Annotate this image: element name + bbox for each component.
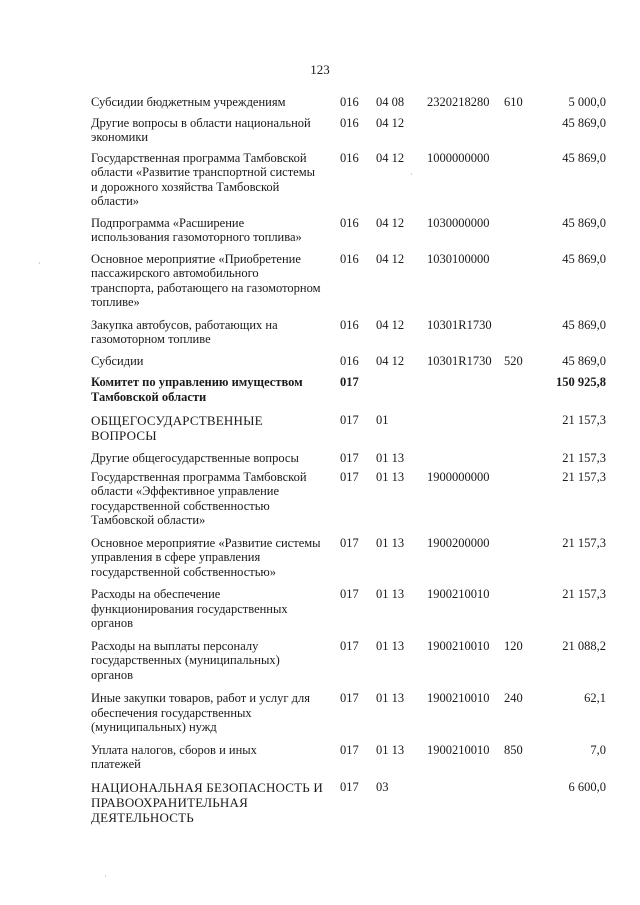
row-sum: 150 925,8 <box>556 375 606 389</box>
table-row <box>91 216 606 245</box>
row-name: Государственная программа Тамбовской области «Эффективное управление государственной собственностью Тамбовской области» <box>91 469 307 527</box>
row-csr: 2320218280 <box>427 95 490 109</box>
row-name: ОБЩЕГОСУДАРСТВЕННЫЕ ВОПРОСЫ <box>91 413 263 443</box>
table-row <box>91 354 606 369</box>
table-row <box>91 116 606 145</box>
table-row <box>91 691 606 735</box>
table-row <box>91 780 606 825</box>
row-rz: 01 13 <box>376 587 405 601</box>
row-vedom: 016 <box>340 215 359 230</box>
row-sum: 21 157,3 <box>562 413 606 427</box>
table-row <box>91 451 606 466</box>
row-csr: 1900000000 <box>427 469 490 484</box>
row-rz: 01 13 <box>376 742 405 757</box>
row-rz: 04 12 <box>376 150 405 165</box>
row-csr: 1900210010 <box>427 691 490 705</box>
row-name: Иные закупки товаров, работ и услуг для обеспечения государственных (муниципальных) нужд <box>91 691 311 734</box>
scan-speck: · <box>38 259 41 268</box>
row-sum: 62,1 <box>584 691 606 705</box>
row-csr: 1900200000 <box>427 535 490 550</box>
row-sum: 45 869,0 <box>562 150 606 165</box>
scan-speck: · <box>410 170 413 179</box>
table-row <box>91 95 606 110</box>
row-csr: 10301R1730 <box>427 353 492 368</box>
row-vr: 240 <box>504 691 523 705</box>
row-sum: 6 600,0 <box>568 779 606 794</box>
row-vedom: 016 <box>340 353 359 368</box>
row-name: Основное мероприятие «Развитие системы управления в сфере управления государственной собственностью» <box>91 535 321 579</box>
row-name: Основное мероприятие «Приобретение пассажирского автомобильного транспорта, работающего на газомоторном топливе» <box>91 251 321 309</box>
row-sum: 45 869,0 <box>562 115 606 130</box>
row-name: Комитет по управлению имуществом Тамбовской области <box>91 375 303 404</box>
row-vedom: 017 <box>340 587 359 601</box>
row-vedom: 016 <box>340 95 359 109</box>
row-sum: 21 157,3 <box>562 469 606 484</box>
page-number: 123 <box>310 62 330 77</box>
row-rz: 01 13 <box>376 638 405 653</box>
row-vedom: 016 <box>340 251 359 266</box>
row-vr: 120 <box>504 638 523 653</box>
row-sum: 45 869,0 <box>562 215 606 230</box>
row-vr: 610 <box>504 95 523 109</box>
row-vedom: 017 <box>340 638 359 653</box>
row-vedom: 017 <box>340 375 359 389</box>
row-name: Закупка автобусов, работающих на газомоторном топливе <box>91 317 278 346</box>
row-name: Другие общегосударственные вопросы <box>91 451 299 465</box>
table-row <box>91 587 606 631</box>
table-row <box>91 743 606 772</box>
row-name: Расходы на обеспечение функционирования государственных органов <box>91 587 288 630</box>
row-rz: 01 13 <box>376 451 405 465</box>
scan-speck: · <box>104 872 107 881</box>
table-row <box>91 536 606 580</box>
table-row <box>91 413 606 443</box>
table-row <box>91 375 606 404</box>
row-sum: 21 088,2 <box>562 638 606 653</box>
row-sum: 45 869,0 <box>562 251 606 266</box>
row-sum: 21 157,3 <box>562 587 606 601</box>
row-vedom: 017 <box>340 413 359 427</box>
row-sum: 7,0 <box>590 742 606 757</box>
row-csr: 1900210010 <box>427 587 490 601</box>
table-row <box>91 318 606 347</box>
row-vedom: 017 <box>340 691 359 705</box>
row-rz: 04 12 <box>376 317 405 332</box>
row-vedom: 017 <box>340 469 359 484</box>
row-rz: 01 13 <box>376 469 405 484</box>
row-name: Другие вопросы в области национальной экономики <box>91 115 311 144</box>
row-vr: 850 <box>504 742 523 757</box>
row-csr: 1000000000 <box>427 150 490 165</box>
budget-table <box>91 95 606 825</box>
row-sum: 45 869,0 <box>562 317 606 332</box>
row-sum: 45 869,0 <box>562 353 606 368</box>
row-vedom: 017 <box>340 535 359 550</box>
row-vedom: 016 <box>340 150 359 165</box>
row-csr: 1900210010 <box>427 638 490 653</box>
row-csr: 1900210010 <box>427 742 490 757</box>
row-rz: 04 12 <box>376 353 405 368</box>
row-sum: 5 000,0 <box>568 95 606 109</box>
row-name: Уплата налогов, сборов и иных платежей <box>91 742 257 771</box>
row-vedom: 016 <box>340 317 359 332</box>
row-sum: 21 157,3 <box>562 535 606 550</box>
row-csr: 1030000000 <box>427 215 490 230</box>
row-name: Расходы на выплаты персоналу государственных (муниципальных) органов <box>91 638 280 682</box>
row-sum: 21 157,3 <box>562 451 606 465</box>
table-row <box>91 252 606 310</box>
table-row <box>91 639 606 683</box>
table-row <box>91 151 606 209</box>
row-name: Субсидии бюджетным учреждениям <box>91 95 286 109</box>
row-rz: 04 12 <box>376 115 405 130</box>
row-name: Подпрограмма «Расширение использования газомоторного топлива» <box>91 215 302 244</box>
row-rz: 01 13 <box>376 535 405 550</box>
row-vedom: 017 <box>340 451 359 465</box>
row-csr: 1030100000 <box>427 251 490 266</box>
row-name: Субсидии <box>91 353 144 368</box>
row-name: НАЦИОНАЛЬНАЯ БЕЗОПАСНОСТЬ И ПРАВООХРАНИТЕЛЬНАЯ ДЕЯТЕЛЬНОСТЬ <box>91 779 324 825</box>
row-vedom: 017 <box>340 742 359 757</box>
row-rz: 01 13 <box>376 691 405 705</box>
row-rz: 04 12 <box>376 215 405 230</box>
row-csr: 10301R1730 <box>427 317 492 332</box>
table-row <box>91 470 606 528</box>
row-rz: 04 12 <box>376 251 405 266</box>
row-vedom: 017 <box>340 779 359 794</box>
row-rz: 03 <box>376 779 389 794</box>
row-vedom: 016 <box>340 115 359 130</box>
row-rz: 04 08 <box>376 95 405 109</box>
row-vr: 520 <box>504 353 523 368</box>
row-rz: 01 <box>376 413 389 427</box>
row-name: Государственная программа Тамбовской области «Развитие транспортной системы и дорожного хозяйства Тамбовской области» <box>91 150 316 208</box>
